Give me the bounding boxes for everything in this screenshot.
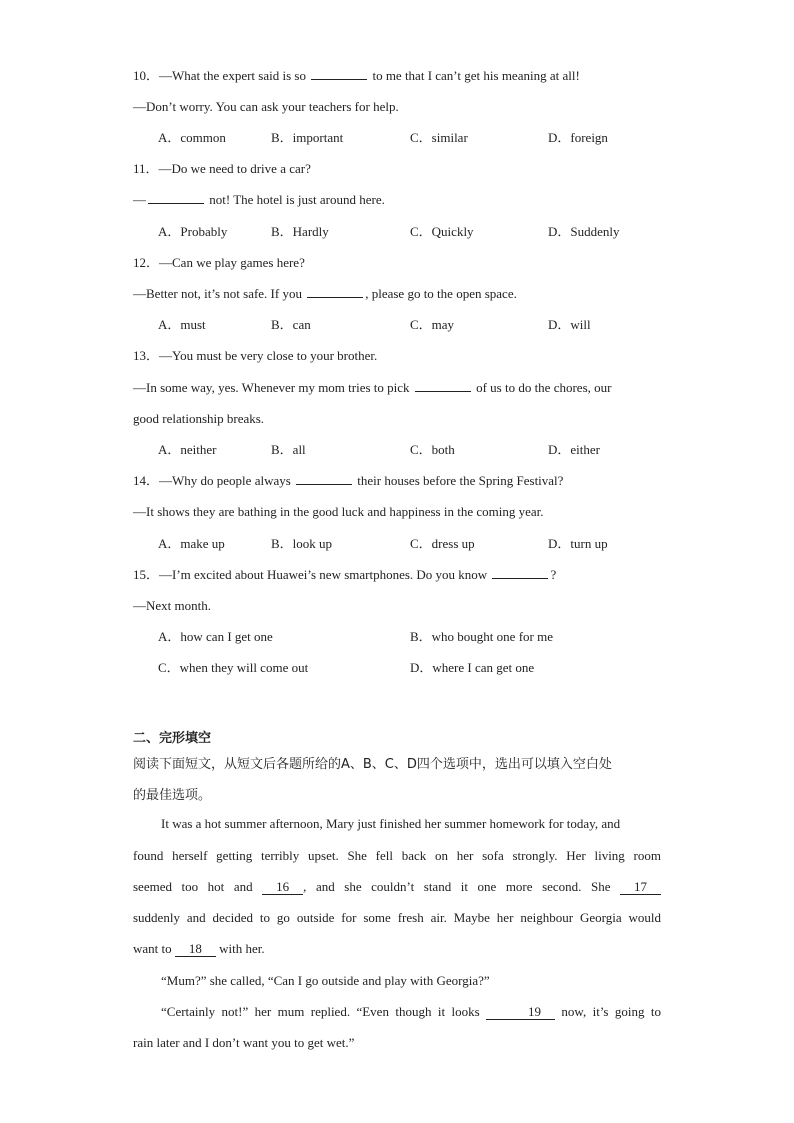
answer-blank — [296, 472, 352, 485]
option-d: D．Suddenly — [548, 224, 620, 239]
option-c: C．when they will come out — [158, 660, 309, 675]
answer-blank — [492, 566, 548, 579]
passage-line: “Mum?” she called, “Can I go outside and play with Georgia?” — [161, 973, 490, 988]
option-d: D．where I can get one — [410, 660, 535, 675]
passage-line — [133, 878, 661, 896]
passage-text: now, it’s going to — [561, 1004, 661, 1019]
reply-text: —In some way, yes. Whenever my mom tries to pick — [133, 380, 410, 395]
question-number: 13． — [133, 348, 160, 363]
reply-13 — [133, 379, 611, 397]
option-c: C．dress up — [410, 536, 475, 551]
passage-text: seemed too hot and — [133, 879, 253, 894]
question-10 — [133, 67, 580, 85]
passage-line — [133, 1003, 661, 1021]
option-c: C．Quickly — [410, 224, 474, 239]
option-d: D．turn up — [548, 536, 608, 551]
option-d: D．will — [548, 317, 591, 332]
reply-13-continued: good relationship breaks. — [133, 411, 265, 426]
question-text: —Can we play games here? — [159, 255, 305, 270]
question-text: —Why do people always — [159, 473, 291, 488]
question-text: —What the expert said is so — [159, 68, 306, 83]
section-title: 二、完形填空 — [133, 731, 212, 746]
option-c: C．may — [410, 317, 455, 332]
passage-text: “Certainly not!” her mum replied. “Even though it looks — [161, 1004, 480, 1019]
option-b: B．all — [271, 442, 306, 457]
option-c: C．similar — [410, 130, 468, 145]
passage-text: want to — [133, 941, 172, 956]
reply-11 — [133, 191, 385, 209]
reply-text: , please go to the open space. — [365, 286, 517, 301]
option-b: B．important — [271, 130, 344, 145]
option-a: A．Probably — [158, 224, 228, 239]
answer-blank-18: 18 — [175, 941, 216, 957]
question-12 — [133, 254, 305, 272]
question-13 — [133, 347, 377, 365]
option-b: B．who bought one for me — [410, 629, 553, 644]
reply-text: of us to do the chores, our — [476, 380, 612, 395]
passage-text: , and she couldn’t stand it one more second. She — [303, 879, 611, 894]
option-a: A．must — [158, 317, 206, 332]
question-text: their houses before the Spring Festival? — [357, 473, 564, 488]
option-b: B．can — [271, 317, 311, 332]
section-instruction-continued: 的最佳选项。 — [133, 788, 212, 803]
option-b: B．Hardly — [271, 224, 329, 239]
question-number: 10． — [133, 68, 160, 83]
answer-blank-16: 16 — [262, 879, 303, 895]
reply-text: —Better not, it’s not safe. If you — [133, 286, 302, 301]
question-text: ? — [550, 567, 557, 582]
option-c: C．both — [410, 442, 455, 457]
reply-text: — — [133, 192, 146, 207]
answer-blank-17: 17 — [620, 879, 661, 895]
option-a: A．how can I get one — [158, 629, 273, 644]
question-text: —I’m excited about Huawei’s new smartphones. Do you know — [159, 567, 488, 582]
option-a: A．common — [158, 130, 226, 145]
reply-15: —Next month. — [133, 598, 211, 613]
option-b: B．look up — [271, 536, 333, 551]
answer-blank — [415, 379, 471, 392]
option-d: D．foreign — [548, 130, 608, 145]
question-text: —Do we need to drive a car? — [158, 161, 311, 176]
question-11 — [133, 160, 311, 178]
question-15 — [133, 566, 556, 584]
reply-10: —Don’t worry. You can ask your teachers for help. — [133, 99, 399, 114]
answer-blank — [307, 285, 363, 298]
answer-blank-19: 19 — [486, 1004, 555, 1020]
section-instruction: 阅读下面短文，从短文后各题所给的A、B、C、D四个选项中，选出可以填入空白处 — [133, 757, 612, 772]
passage-text: with her. — [219, 941, 265, 956]
reply-text: not! The hotel is just around here. — [209, 192, 385, 207]
passage-line: It was a hot summer afternoon, Mary just finished her summer homework for today, and — [161, 816, 621, 831]
passage-line — [133, 940, 661, 958]
passage-line: found herself getting terribly upset. She fell back on her sofa strongly. Her living room — [133, 848, 661, 863]
option-d: D．either — [548, 442, 600, 457]
question-number: 14． — [133, 473, 160, 488]
reply-12 — [133, 285, 517, 303]
answer-blank — [148, 191, 204, 204]
reply-14: —It shows they are bathing in the good luck and happiness in the coming year. — [133, 504, 544, 519]
question-number: 15． — [133, 567, 160, 582]
question-number: 12． — [133, 255, 160, 270]
passage-line: rain later and I don’t want you to get wet.” — [133, 1035, 355, 1050]
passage-line: suddenly and decided to go outside for some fresh air. Maybe her neighbour Georgia would — [133, 910, 661, 925]
question-14 — [133, 472, 563, 490]
question-text: to me that I can’t get his meaning at all! — [372, 68, 580, 83]
question-number: 11． — [133, 161, 159, 176]
option-a: A．make up — [158, 536, 225, 551]
option-a: A．neither — [158, 442, 217, 457]
question-text: —You must be very close to your brother. — [159, 348, 378, 363]
answer-blank — [311, 67, 367, 80]
